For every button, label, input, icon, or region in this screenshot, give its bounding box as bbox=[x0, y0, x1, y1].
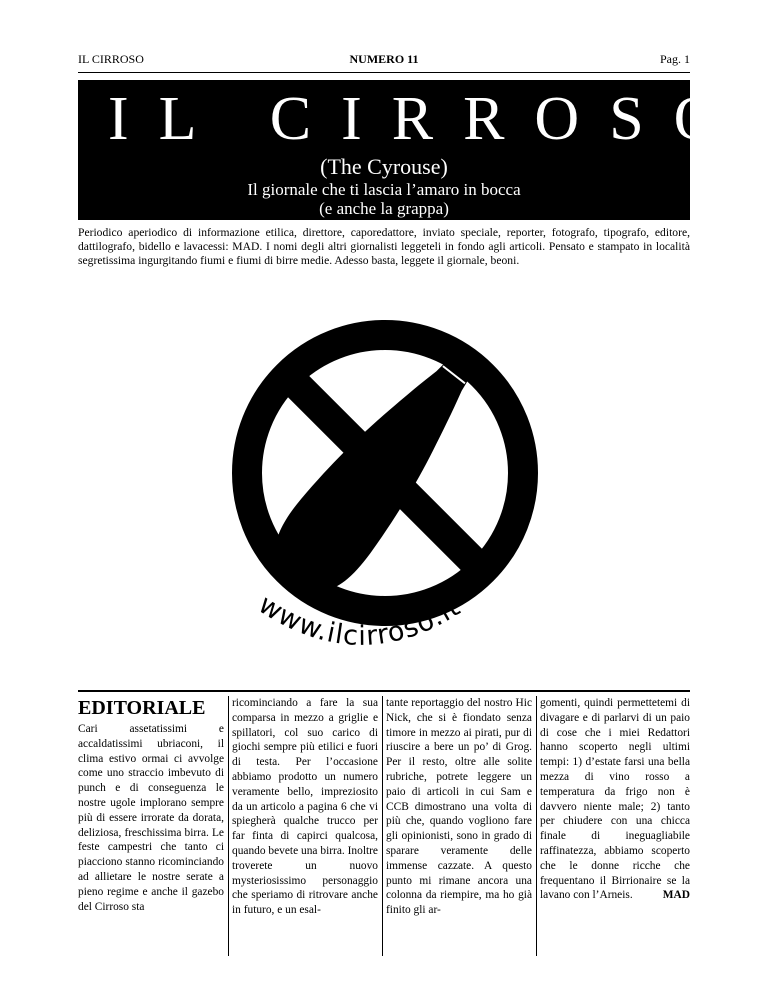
article-column-4 bbox=[540, 696, 690, 903]
article-text: ricominciando a fare la sua comparsa in mezzo a griglie e spillatori, col suo carico di giochi sempre più etilici e fuori di testa. Per l’occasione abbiamo prodotto un numero veramente bello, impreziosito da un articolo a pagina 6 che vi spiegherà qualche trucco per far finta di capirci qualcosa, quando bevete una birra. Inoltre troverete un nuovo mysteriosissimo personaggio che speriamo di ritrovare anche in futuro, e un esal- bbox=[232, 697, 378, 917]
header-rule bbox=[78, 72, 690, 73]
article-column-3 bbox=[386, 696, 532, 918]
page-number: Pag. 1 bbox=[660, 52, 690, 66]
masthead-tagline-2: (e anche la grappa) bbox=[319, 199, 449, 218]
article-column-1 bbox=[78, 696, 224, 914]
column-divider bbox=[536, 696, 537, 956]
page-header bbox=[78, 52, 690, 70]
article-text: Cari assetatissimi e accaldatissimi ubriaconi, il clima estivo ormai ci avvolge come uno straccio imbevuto di punch e di conseguenza le nostre ugole implorano sempre più di essere irrorate da dorata, deliziosa, freschissima birra. Le feste campestri che tanto ci piacciono stanno ricominciando ad allietare le nostre serate a pieno regime e anche il gazebo del Cirroso sta bbox=[78, 723, 224, 913]
header-left: IL CIRROSO bbox=[78, 52, 144, 66]
article-text: gomenti, quindi permettetemi di divagare e di parlarvi di un paio di cose che i miei Redattori hanno scoperto negli ultimi tempi: 1) d’estate farsi una bella mezza di vino rosso a temperatura da frigo non è davvero niente male; 2) tanto per chiudere con una chicca finale di ineguagliabile raffinatezza, abbiamo scoperto che le donne ricche che frequentano il Birrionaire se la lavano con l’Arneis. bbox=[540, 697, 690, 902]
intro-paragraph: Periodico aperiodico di informazione etilica, direttore, caporedattore, inviato speciale, reporter, fotografo, tipografo, editore, dattilografo, bidello e lavacessi: MAD. I nomi degli altri giornalisti leggeteli in fondo agli articoli. Pensato e stampato in località segretissima ingurgitando fiumi e fiumi di birre medie. Adesso basta, leggete il giornale, beoni. bbox=[78, 226, 690, 267]
masthead-title: IL CIRROSO bbox=[108, 85, 749, 153]
section-rule bbox=[78, 690, 690, 692]
author-signature: MAD bbox=[662, 889, 690, 902]
issue-number: NUMERO 11 bbox=[349, 52, 419, 66]
masthead-tagline: Il giornale che ti lascia l’amaro in bocca bbox=[247, 180, 521, 199]
column-divider bbox=[382, 696, 383, 956]
no-bottle-icon bbox=[215, 308, 555, 658]
article-column-2 bbox=[232, 696, 378, 918]
article-heading: EDITORIALE bbox=[78, 697, 206, 719]
column-divider bbox=[228, 696, 229, 956]
masthead bbox=[78, 80, 749, 220]
article-text: tante reportaggio del nostro Hic Nick, che si è fiondato senza timore in mezzo ai pirati, pur di riuscire a bere un po’ di Grog. Per il resto, oltre alle solite rubriche, potrete leggere un paio di articoli in cui Sam e CCB dimostrano una volta di più che, quando vogliono fare gli opinionisti, sono in grado di sparare veramente delle immense cazzate. A questo punto mi rimane ancora una colonna da riempire, ma ho già finito gli ar- bbox=[386, 697, 532, 917]
masthead-subtitle: (The Cyrouse) bbox=[320, 154, 448, 179]
editorial-article bbox=[78, 696, 690, 956]
site-url: www.ilcirroso.it bbox=[252, 588, 467, 652]
